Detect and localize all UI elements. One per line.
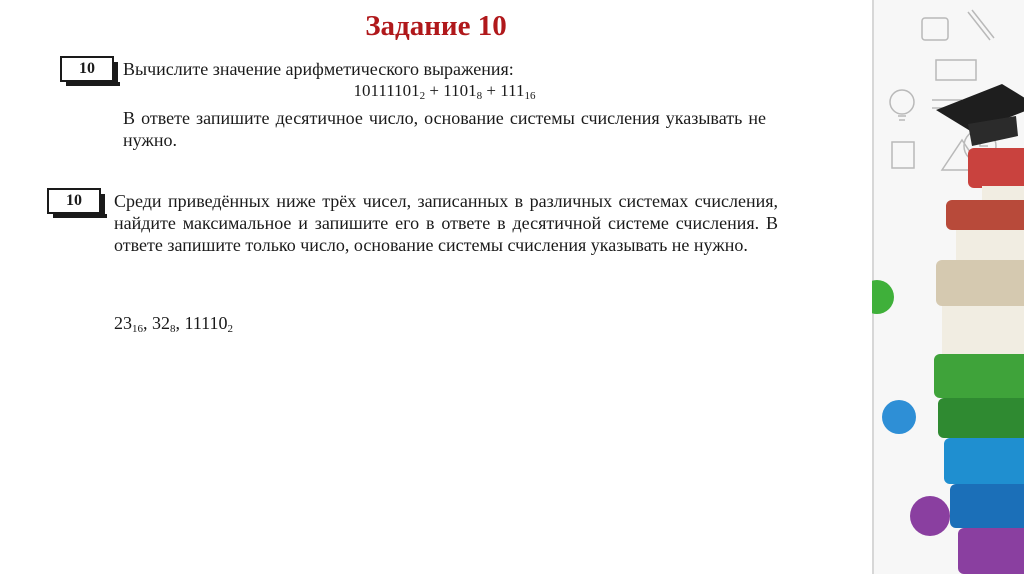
book-red [946,200,1024,230]
book-blue [950,484,1024,528]
expr-term-3: 111 [500,81,525,100]
task-1-expression [123,80,766,107]
number-3-base: 2 [227,323,233,335]
task-2-body [114,190,778,256]
task-1-body [123,58,766,151]
plus-sign: + [429,81,439,100]
book-pages [942,306,1024,354]
accent-circle [882,400,916,434]
book-blue [944,438,1024,484]
accent-circle [872,280,894,314]
task-1-answer-note: В ответе запишите десятичное число, основание системы счисления указывать не нужно. [123,108,766,150]
slide-title: Задание 10 [365,10,507,42]
graduation-cap-icon [932,80,1024,150]
decorative-books-image [872,0,1024,574]
number-2: 32 [152,313,170,333]
expr-base-1: 2 [419,90,426,102]
number-3: 11110 [184,313,228,333]
task-1-intro: Вычислите значение арифметического выражения: [123,59,514,79]
book-red [968,148,1024,188]
task-number-badge: 10 [60,56,114,82]
number-1: 23 [114,313,132,333]
task-2-numbers [114,313,233,335]
book-cream [936,260,1024,306]
separator: , [175,313,185,333]
accent-circle [910,496,950,536]
book-purple [958,528,1024,574]
number-1-base: 16 [132,323,143,335]
expr-term-1: 10111101 [353,81,420,100]
task-number-badge: 10 [47,188,101,214]
separator: , [143,313,152,333]
expr-term-2: 1101 [443,81,477,100]
number-2-base: 8 [170,323,176,335]
book-pages [956,230,1024,260]
expr-base-3: 16 [524,90,536,102]
plus-sign: + [486,81,496,100]
book-green [938,398,1024,438]
book-green [934,354,1024,398]
task-2-text: Среди приведённых ниже трёх чисел, записанных в различных системах счисления, найдите максимальное и запишите его в ответе в десятичной системе счисления. В ответе запишите только число, основание системы счисления указывать не нужно. [114,191,778,255]
expr-base-2: 8 [476,90,483,102]
